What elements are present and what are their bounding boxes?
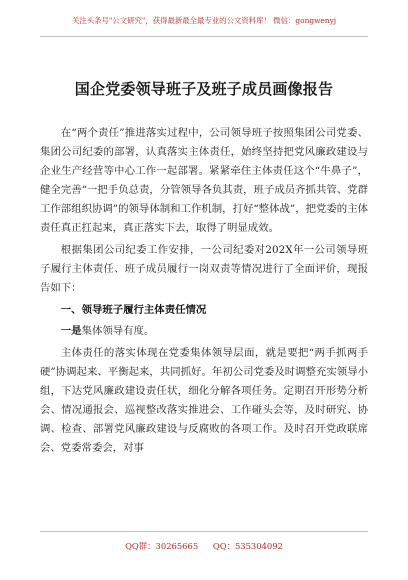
page-header <box>40 6 368 37</box>
paragraph-arrangement: 根据集团公司纪委工作安排，一公司纪委对202X年一公司领导班子履行主体责任、班子成员履行一岗双责等情况进行了全面评价，现报告如下： <box>40 244 368 294</box>
footer-qq-group: QQ群：30265665 <box>125 541 199 551</box>
paragraph-intro: 在“两个责任”推进落实过程中，公司领导班子按照集团公司党委、集团公司纪委的部署，认真落实主体责任，始终坚持把党风廉政建设与企业生产经营等中心工作一起部署。紧紧牵住主体责任这个“牛鼻子”，健全完善“一把手负总责，分管领导各负其责，班子成员齐抓共管、党群工作部组织协调”的领导体制和工作机制，打好“整体战”，把党委的主体责任真正扛起来，真正落实下去，取得了明显成效。 <box>40 127 368 234</box>
header-promo-text: 关注头条号"公文研究"，获得最新最全最专业的公文资料库！ 微信：gongwenyj <box>71 16 337 25</box>
subpoint-1 <box>40 322 368 341</box>
paragraph-collective-leadership: 主体责任的落实体现在党委集体领导层面，就是要把“两手抓两手硬”协调起来、平衡起来，共同抓好。年初公司党委及时调整充实领导小组，下达党风廉政建设责任状，细化分解各项任务。定期召开形势分析会、情况通报会、巡视整改落实推进会、工作碰头会等，及时研究、协调、检查、部署党风廉政建设与反腐败的各项工作。及时召开党政联席会、党委常委会，对事 <box>40 347 368 454</box>
subpoint-1-lead: 一是 <box>60 325 82 337</box>
document-title: 国企党委领导班子及班子成员画像报告 <box>74 80 334 98</box>
footer-contact <box>40 532 368 560</box>
document-body <box>40 124 368 461</box>
footer-qq: QQ：535304092 <box>212 541 283 551</box>
page-footer <box>40 531 368 560</box>
section-heading-1: 一、领导班子履行主体责任情况 <box>60 304 207 316</box>
subpoint-1-text: 集体领导有度。 <box>81 325 155 337</box>
